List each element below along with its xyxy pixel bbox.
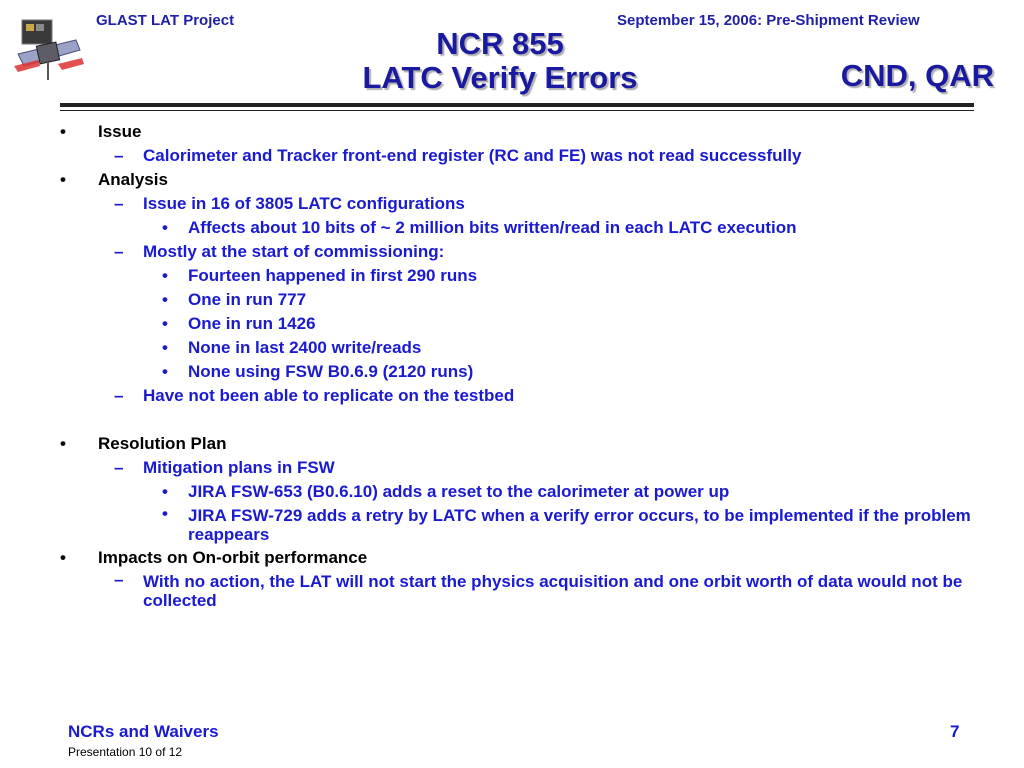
glast-satellite-logo bbox=[14, 14, 84, 84]
bullet-resolution bbox=[56, 432, 986, 456]
sub-bullet bbox=[56, 384, 986, 408]
sub-sub-bullet bbox=[56, 360, 986, 384]
bullet-issue bbox=[56, 120, 986, 144]
sub-bullet-text: Mitigation plans in FSW bbox=[143, 458, 335, 477]
title-line-1: NCR 855 bbox=[436, 26, 564, 61]
sub-bullet-text: Mostly at the start of commissioning: bbox=[143, 242, 445, 261]
sub-sub-bullet bbox=[56, 336, 986, 360]
sub-sub-bullet-text: None in last 2400 write/reads bbox=[188, 338, 422, 357]
sub-sub-bullet-text: One in run 777 bbox=[188, 290, 307, 309]
bullet-marker: • bbox=[162, 266, 168, 285]
dash-marker: – bbox=[114, 458, 124, 477]
sub-sub-bullet-text: Affects about 10 bits of ~ 2 million bits written/read in each LATC execution bbox=[188, 218, 797, 237]
slide-title bbox=[290, 27, 710, 95]
sub-sub-bullet-text: Fourteen happened in first 290 runs bbox=[188, 266, 478, 285]
sub-bullet bbox=[56, 456, 986, 480]
bullet-label: Analysis bbox=[98, 170, 168, 189]
sub-sub-bullet bbox=[56, 264, 986, 288]
title-subtitle: CND, QAR bbox=[840, 58, 994, 93]
sub-bullet-text: Calorimeter and Tracker front-end register (RC and FE) was not read successfully bbox=[143, 146, 802, 165]
spacer bbox=[56, 408, 986, 432]
sub-bullet bbox=[56, 144, 986, 168]
sub-sub-bullet bbox=[56, 480, 986, 504]
bullet-label: Impacts on On-orbit performance bbox=[98, 548, 368, 567]
bullet-marker: • bbox=[162, 218, 168, 237]
sub-sub-bullet-text: JIRA FSW-653 (B0.6.10) adds a reset to the calorimeter at power up bbox=[188, 482, 730, 501]
page-number: 7 bbox=[950, 722, 960, 741]
sub-bullet-text: Have not been able to replicate on the testbed bbox=[143, 386, 515, 405]
bullet-marker: • bbox=[162, 482, 168, 501]
dash-marker: – bbox=[114, 570, 124, 589]
sub-sub-bullet-text: JIRA FSW-729 adds a retry by LATC when a verify error occurs, to be implemented if the problem reappears bbox=[188, 506, 971, 544]
bullet-marker: • bbox=[60, 122, 66, 141]
bullet-marker: • bbox=[162, 504, 168, 523]
footer-presentation: Presentation 10 of 12 bbox=[68, 745, 183, 759]
sub-sub-bullet-text: One in run 1426 bbox=[188, 314, 316, 333]
sub-sub-bullet bbox=[56, 288, 986, 312]
sub-bullet-text: With no action, the LAT will not start the physics acquisition and one orbit worth of data would not be collected bbox=[143, 572, 963, 610]
bullet-marker: • bbox=[60, 548, 66, 567]
dash-marker: – bbox=[114, 146, 124, 165]
bullet-marker: • bbox=[162, 362, 168, 381]
footer-section: NCRs and Waivers bbox=[68, 722, 219, 741]
dash-marker: – bbox=[114, 194, 124, 213]
bullet-impacts bbox=[56, 546, 986, 570]
sub-bullet bbox=[56, 240, 986, 264]
sub-sub-bullet bbox=[56, 216, 986, 240]
bullet-label: Issue bbox=[98, 122, 142, 141]
sub-bullet bbox=[56, 192, 986, 216]
title-rule-thin bbox=[60, 110, 974, 111]
dash-marker: – bbox=[114, 386, 124, 405]
sub-sub-bullet bbox=[56, 504, 986, 546]
sub-sub-bullet bbox=[56, 312, 986, 336]
bullet-marker: • bbox=[162, 338, 168, 357]
sub-bullet bbox=[56, 570, 986, 612]
title-rule-thick bbox=[60, 103, 974, 107]
bullet-marker: • bbox=[162, 314, 168, 333]
bullet-marker: • bbox=[162, 290, 168, 309]
project-name: GLAST LAT Project bbox=[96, 12, 235, 29]
title-line-2: LATC Verify Errors bbox=[362, 60, 638, 96]
bullet-analysis bbox=[56, 168, 986, 192]
bullet-label: Resolution Plan bbox=[98, 434, 227, 453]
dash-marker: – bbox=[114, 242, 124, 261]
bullet-marker: • bbox=[60, 170, 66, 189]
slide-body bbox=[56, 120, 986, 612]
bullet-marker: • bbox=[60, 434, 66, 453]
sub-bullet-text: Issue in 16 of 3805 LATC configurations bbox=[143, 194, 465, 213]
sub-sub-bullet-text: None using FSW B0.6.9 (2120 runs) bbox=[188, 362, 474, 381]
review-date: September 15, 2006: Pre-Shipment Review bbox=[617, 12, 920, 29]
